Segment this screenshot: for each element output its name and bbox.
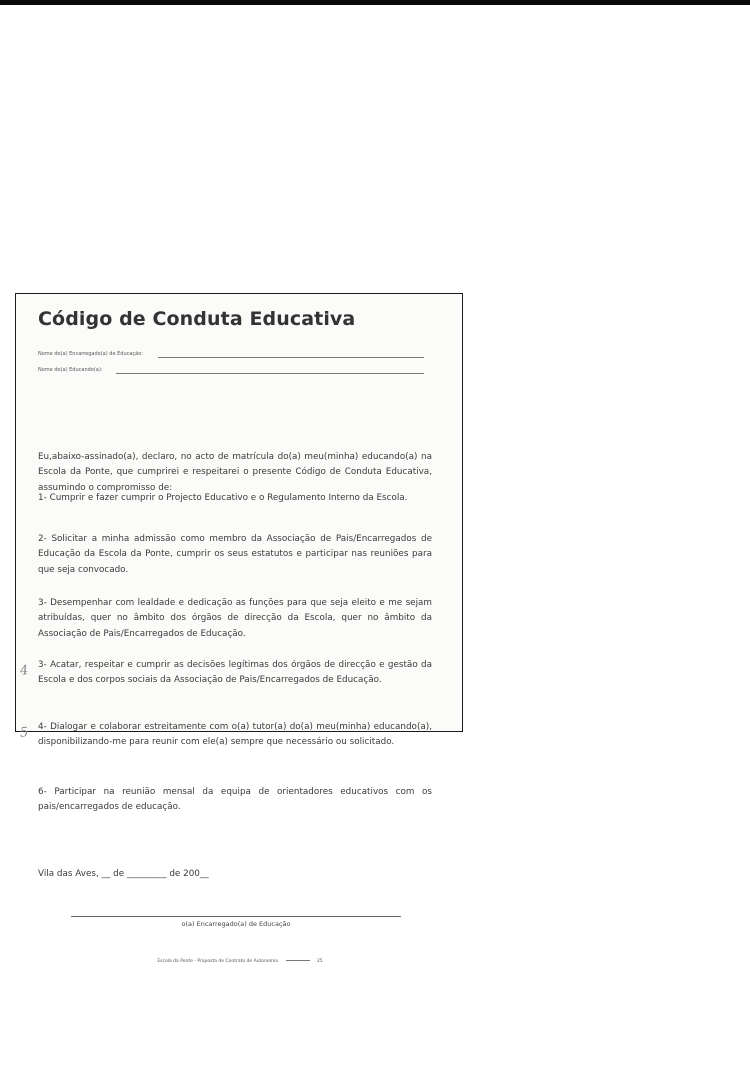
page-footer <box>16 959 464 964</box>
guardian-name-line <box>158 357 424 358</box>
guardian-name-label: Nome do(a) Encarregado(a) de Educação: <box>38 351 143 357</box>
footer-dash <box>286 960 310 961</box>
student-name-field <box>38 365 424 374</box>
top-border-bar <box>0 0 750 5</box>
handwritten-number-mark: 5 <box>19 725 30 741</box>
scanned-document-page <box>15 293 463 964</box>
guardian-name-field <box>38 349 424 358</box>
signature-line <box>71 916 401 917</box>
page-number: 25 <box>316 959 323 964</box>
document-title: Código de Conduta Educativa <box>38 308 356 330</box>
commitment-item-2: 2- Solicitar a minha admissão como membro da Associação de Pais/Encarregados de Educação da Escola da Ponte, cumprir os seus estatutos e participar nas reuniões para que seja convocado. <box>38 534 432 575</box>
student-name-label: Nome do(a) Educando(a): <box>38 367 103 373</box>
footer-text: Escola da Ponte - Proposta de Contrato de Autonomia <box>157 959 279 964</box>
commitment-item-1: 1- Cumprir e fazer cumprir o Projecto Educativo e o Regulamento Interno da Escola. <box>38 493 408 503</box>
signature-caption: o(a) Encarregado(a) de Educação <box>181 920 291 928</box>
commitment-item-6: 6- Participar na reunião mensal da equipa de orientadores educativos com os pais/encarregados de educação. <box>38 787 432 813</box>
commitment-item-5: 4- Dialogar e colaborar estreitamente com o(a) tutor(a) do(a) meu(minha) educando(a), disponibilizando-me para reunir com ele(a) sempre que necessário ou solicitado. <box>38 722 432 748</box>
commitment-item-3: 3- Desempenhar com lealdade e dedicação as funções para que seja eleito e me sejam atribuídas, quer no âmbito dos órgãos de direcção da Escola, quer no âmbito da Associação de Pais/Encarregados de Educação. <box>38 598 432 639</box>
student-name-line <box>116 373 424 374</box>
intro-paragraph: Eu,abaixo-assinado(a), declaro, no acto de matrícula do(a) meu(minha) educando(a) na Escola da Ponte, que cumprirei e respeitarei o presente Código de Conduta Educativa, assumindo o compromisso de: <box>38 452 432 493</box>
place-date-line: Vila das Aves, __ de _________ de 200__ <box>38 869 209 879</box>
handwritten-number-mark: 4 <box>19 663 30 679</box>
commitment-item-4: 3- Acatar, respeitar e cumprir as decisões legítimas dos órgãos de direcção e gestão da Escola e dos corpos sociais da Associação de Pais/Encarregados de Educação. <box>38 660 432 686</box>
